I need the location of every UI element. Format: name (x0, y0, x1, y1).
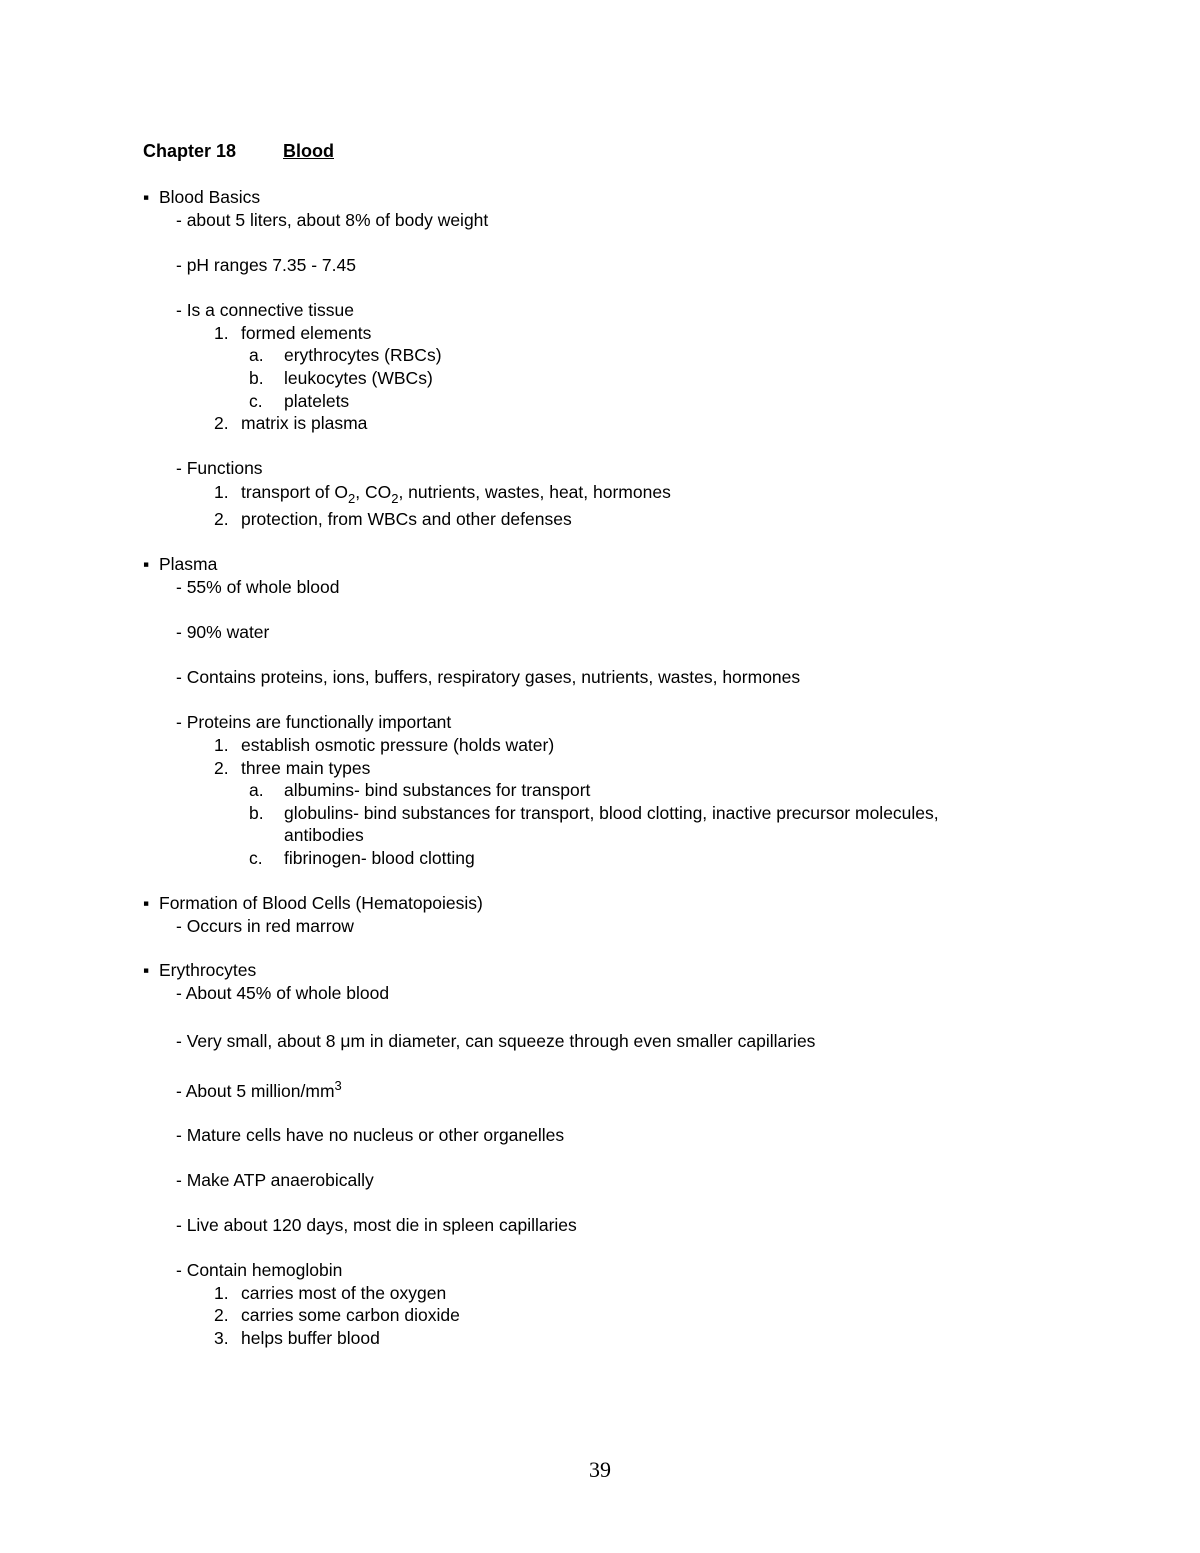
section-plasma (143, 553, 217, 575)
list-item (249, 779, 590, 801)
list-text: globulins- bind substances for transport, blood clotting, inactive precursor molecules, (284, 803, 939, 823)
list-item: - Contain hemoglobin (176, 1260, 343, 1280)
list-text: transport of O (241, 482, 348, 502)
list-item: - Is a connective tissue (176, 300, 354, 320)
bullet-icon: ▪ (143, 187, 150, 207)
chapter-title: Blood (283, 141, 334, 161)
list-item (214, 1282, 446, 1304)
list-number: 2. (214, 509, 229, 529)
list-number: 3. (214, 1328, 229, 1348)
list-item: - Proteins are functionally important (176, 712, 452, 732)
chapter-heading (143, 141, 334, 162)
list-number: 2. (214, 413, 229, 433)
list-letter: c. (249, 391, 263, 411)
list-letter: b. (249, 368, 264, 388)
list-text: , nutrients, wastes, heat, hormones (398, 482, 671, 502)
list-item: - Occurs in red marrow (176, 916, 354, 936)
list-item (249, 847, 475, 869)
list-number: 1. (214, 323, 229, 343)
list-text: carries some carbon dioxide (241, 1305, 460, 1325)
list-item: - 90% water (176, 622, 270, 642)
list-number: 2. (214, 758, 229, 778)
list-item (214, 1327, 380, 1349)
list-text: leukocytes (WBCs) (284, 368, 433, 388)
list-text: - About 5 million/mm (176, 1081, 335, 1101)
chapter-number: Chapter 18 (143, 141, 237, 161)
list-item: - about 5 liters, about 8% of body weight (176, 210, 489, 230)
list-letter: a. (249, 345, 264, 365)
list-item: - Functions (176, 458, 263, 478)
list-text: matrix is plasma (241, 413, 368, 433)
section-heading: Blood Basics (159, 187, 261, 207)
section-heading: Plasma (159, 554, 218, 574)
list-item (249, 344, 442, 366)
page-number: 39 (589, 1457, 611, 1482)
list-item: - Contains proteins, ions, buffers, respiratory gases, nutrients, wastes, hormones (176, 667, 801, 687)
list-text: , CO (355, 482, 392, 502)
list-number: 1. (214, 482, 229, 502)
bullet-icon: ▪ (143, 554, 150, 574)
list-item (214, 481, 671, 506)
list-item (214, 734, 554, 756)
superscript: 3 (334, 1078, 342, 1093)
list-item (176, 1080, 342, 1102)
section-erythrocytes (143, 959, 256, 981)
list-letter: a. (249, 780, 264, 800)
list-text: albumins- bind substances for transport (284, 780, 591, 800)
list-item (214, 508, 572, 530)
list-item-continuation: antibodies (284, 825, 364, 845)
list-item: - Make ATP anaerobically (176, 1170, 374, 1190)
list-number: 1. (214, 1283, 229, 1303)
list-text: three main types (241, 758, 371, 778)
list-letter: b. (249, 803, 264, 823)
list-item (249, 390, 349, 412)
list-text: fibrinogen- blood clotting (284, 848, 475, 868)
list-text: carries most of the oxygen (241, 1283, 447, 1303)
list-item (249, 802, 939, 824)
bullet-icon: ▪ (143, 893, 150, 913)
list-text: erythrocytes (RBCs) (284, 345, 442, 365)
list-item (214, 322, 371, 344)
list-number: 2. (214, 1305, 229, 1325)
list-text: helps buffer blood (241, 1328, 380, 1348)
subscript: 2 (391, 491, 399, 506)
list-item: - About 45% of whole blood (176, 983, 390, 1003)
section-blood-basics (143, 186, 260, 208)
list-item: - Live about 120 days, most die in spleen capillaries (176, 1215, 577, 1235)
list-text: platelets (284, 391, 350, 411)
section-heading: Erythrocytes (159, 960, 257, 980)
section-formation (143, 892, 483, 914)
list-item (214, 412, 367, 434)
list-item: - 55% of whole blood (176, 577, 340, 597)
list-number: 1. (214, 735, 229, 755)
list-text: establish osmotic pressure (holds water) (241, 735, 555, 755)
list-item (249, 367, 433, 389)
list-item: - Very small, about 8 μm in diameter, can squeeze through even smaller capillaries (176, 1031, 816, 1051)
section-heading: Formation of Blood Cells (Hematopoiesis) (159, 893, 483, 913)
list-text: formed elements (241, 323, 372, 343)
list-item: - Mature cells have no nucleus or other organelles (176, 1125, 565, 1145)
subscript: 2 (348, 491, 356, 506)
list-item: - pH ranges 7.35 - 7.45 (176, 255, 356, 275)
bullet-icon: ▪ (143, 960, 150, 980)
list-item (214, 1304, 460, 1326)
list-text: protection, from WBCs and other defenses (241, 509, 572, 529)
list-letter: c. (249, 848, 263, 868)
list-item (214, 757, 370, 779)
